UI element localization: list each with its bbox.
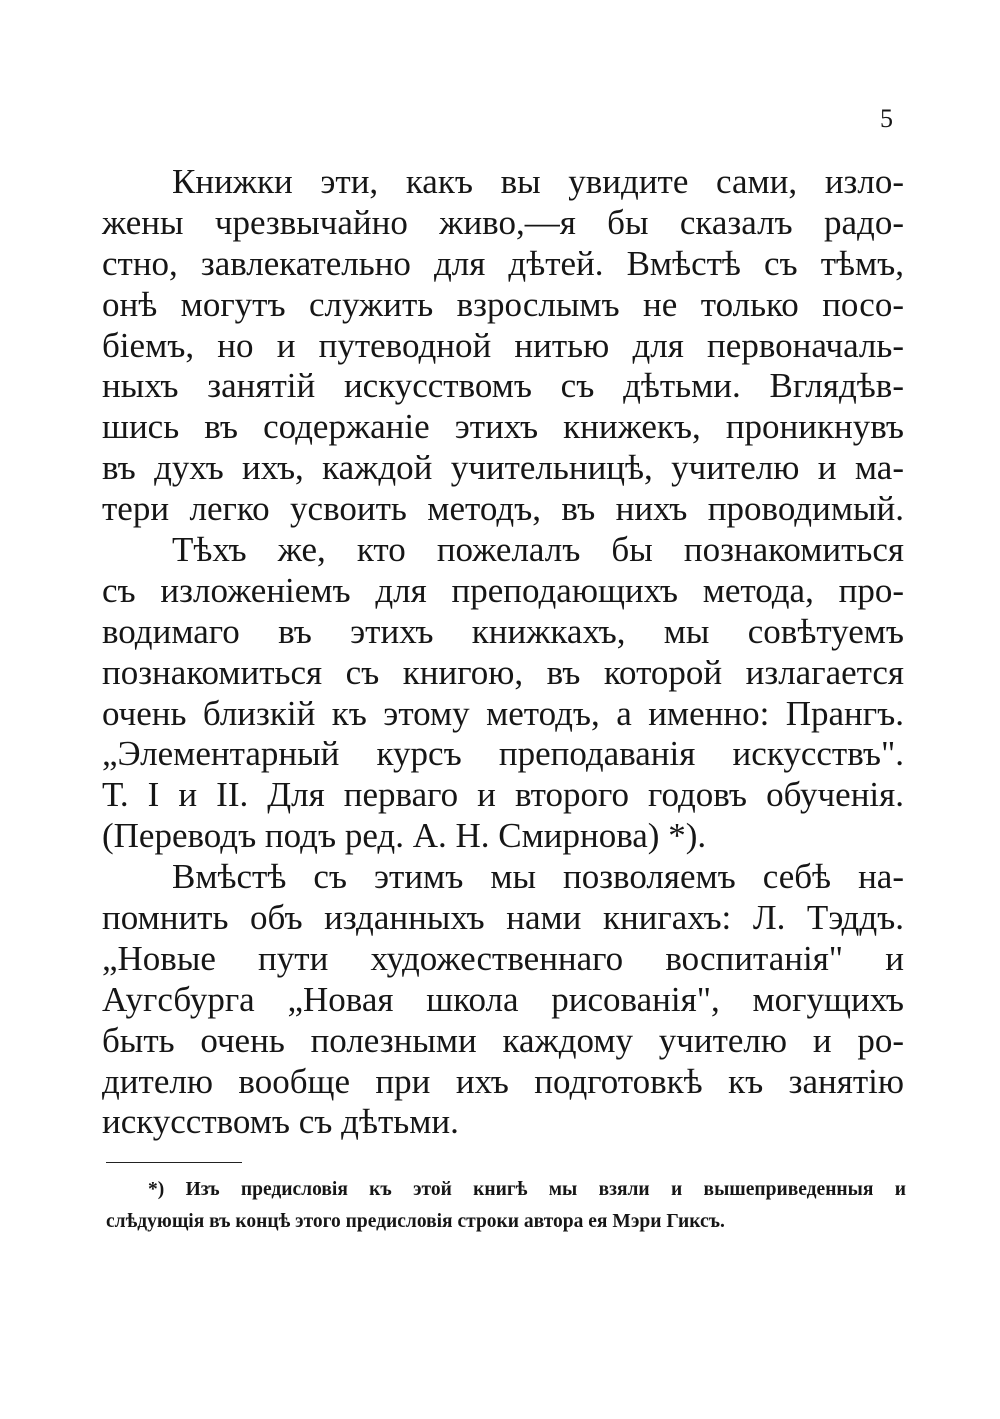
footnote-line: слѣдующія въ концѣ этого предисловія строки автора ея Мэри Гиксъ. [106, 1211, 725, 1232]
footnote [106, 1174, 906, 1238]
text-line: познакомиться съ книгою, въ которой излагается [102, 652, 904, 692]
text-line: жены чрезвычайно живо,—я бы сказалъ радо- [102, 202, 904, 242]
text-line: „Элементарный курсъ преподаванія искусствъ". [102, 734, 904, 774]
text-line: помнить объ изданныхъ нами книгахъ: Л. Тэддъ. [102, 898, 904, 938]
text-line: Аугсбурга „Новая школа рисованія", могущихъ [102, 979, 904, 1019]
text-line: стно, завлекательно для дѣтей. Вмѣстѣ съ тѣмъ, [102, 243, 904, 283]
text-line: очень близкій къ этому методъ, а именно: Прангъ. [102, 693, 904, 733]
text-line: „Новые пути художественнаго воспитанія" и [102, 938, 904, 978]
text-line: Книжки эти, какъ вы увидите сами, изло- [172, 162, 904, 201]
text-line: тери легко усвоить методъ, въ нихъ проводимый. [102, 489, 904, 529]
text-line: Тѣхъ же, кто пожелалъ бы познакомиться [172, 530, 904, 570]
text-line: шись въ содержаніе этихъ книжекъ, проникнувъ [102, 407, 904, 447]
text-line: (Переводъ подъ ред. А. Н. Смирнова) *). [102, 816, 707, 856]
text-line: Т. I и II. Для перваго и второго годовъ обученія. [102, 775, 904, 815]
text-line: водимаго въ этихъ книжкахъ, мы совѣтуемъ [102, 611, 904, 651]
text-line: въ духъ ихъ, каждой учительницѣ, учителю и ма- [102, 448, 904, 488]
body-text [102, 162, 904, 1143]
text-line: дителю вообще при ихъ подготовкѣ къ занятію [102, 1061, 904, 1101]
text-line: быть очень полезными каждому учителю и ро- [102, 1020, 904, 1060]
text-line: онѣ могутъ служить взрослымъ не только посо- [102, 284, 904, 324]
text-line: ныхъ занятій искусствомъ съ дѣтьми. Вглядѣв- [102, 366, 904, 406]
text-line: Вмѣстѣ съ этимъ мы позволяемъ себѣ на- [172, 857, 904, 897]
text-line: искусствомъ съ дѣтьми. [102, 1102, 459, 1142]
footnote-line: *) Изъ предисловія къ этой книгѣ мы взяли и вышеприведенныя и [148, 1179, 906, 1200]
page-number: 5 [880, 104, 893, 133]
text-line: съ изложеніемъ для преподающихъ метода, про- [102, 570, 904, 610]
footnote-divider [106, 1162, 242, 1163]
text-line: біемъ, но и путеводной нитью для первоначаль- [102, 325, 904, 365]
